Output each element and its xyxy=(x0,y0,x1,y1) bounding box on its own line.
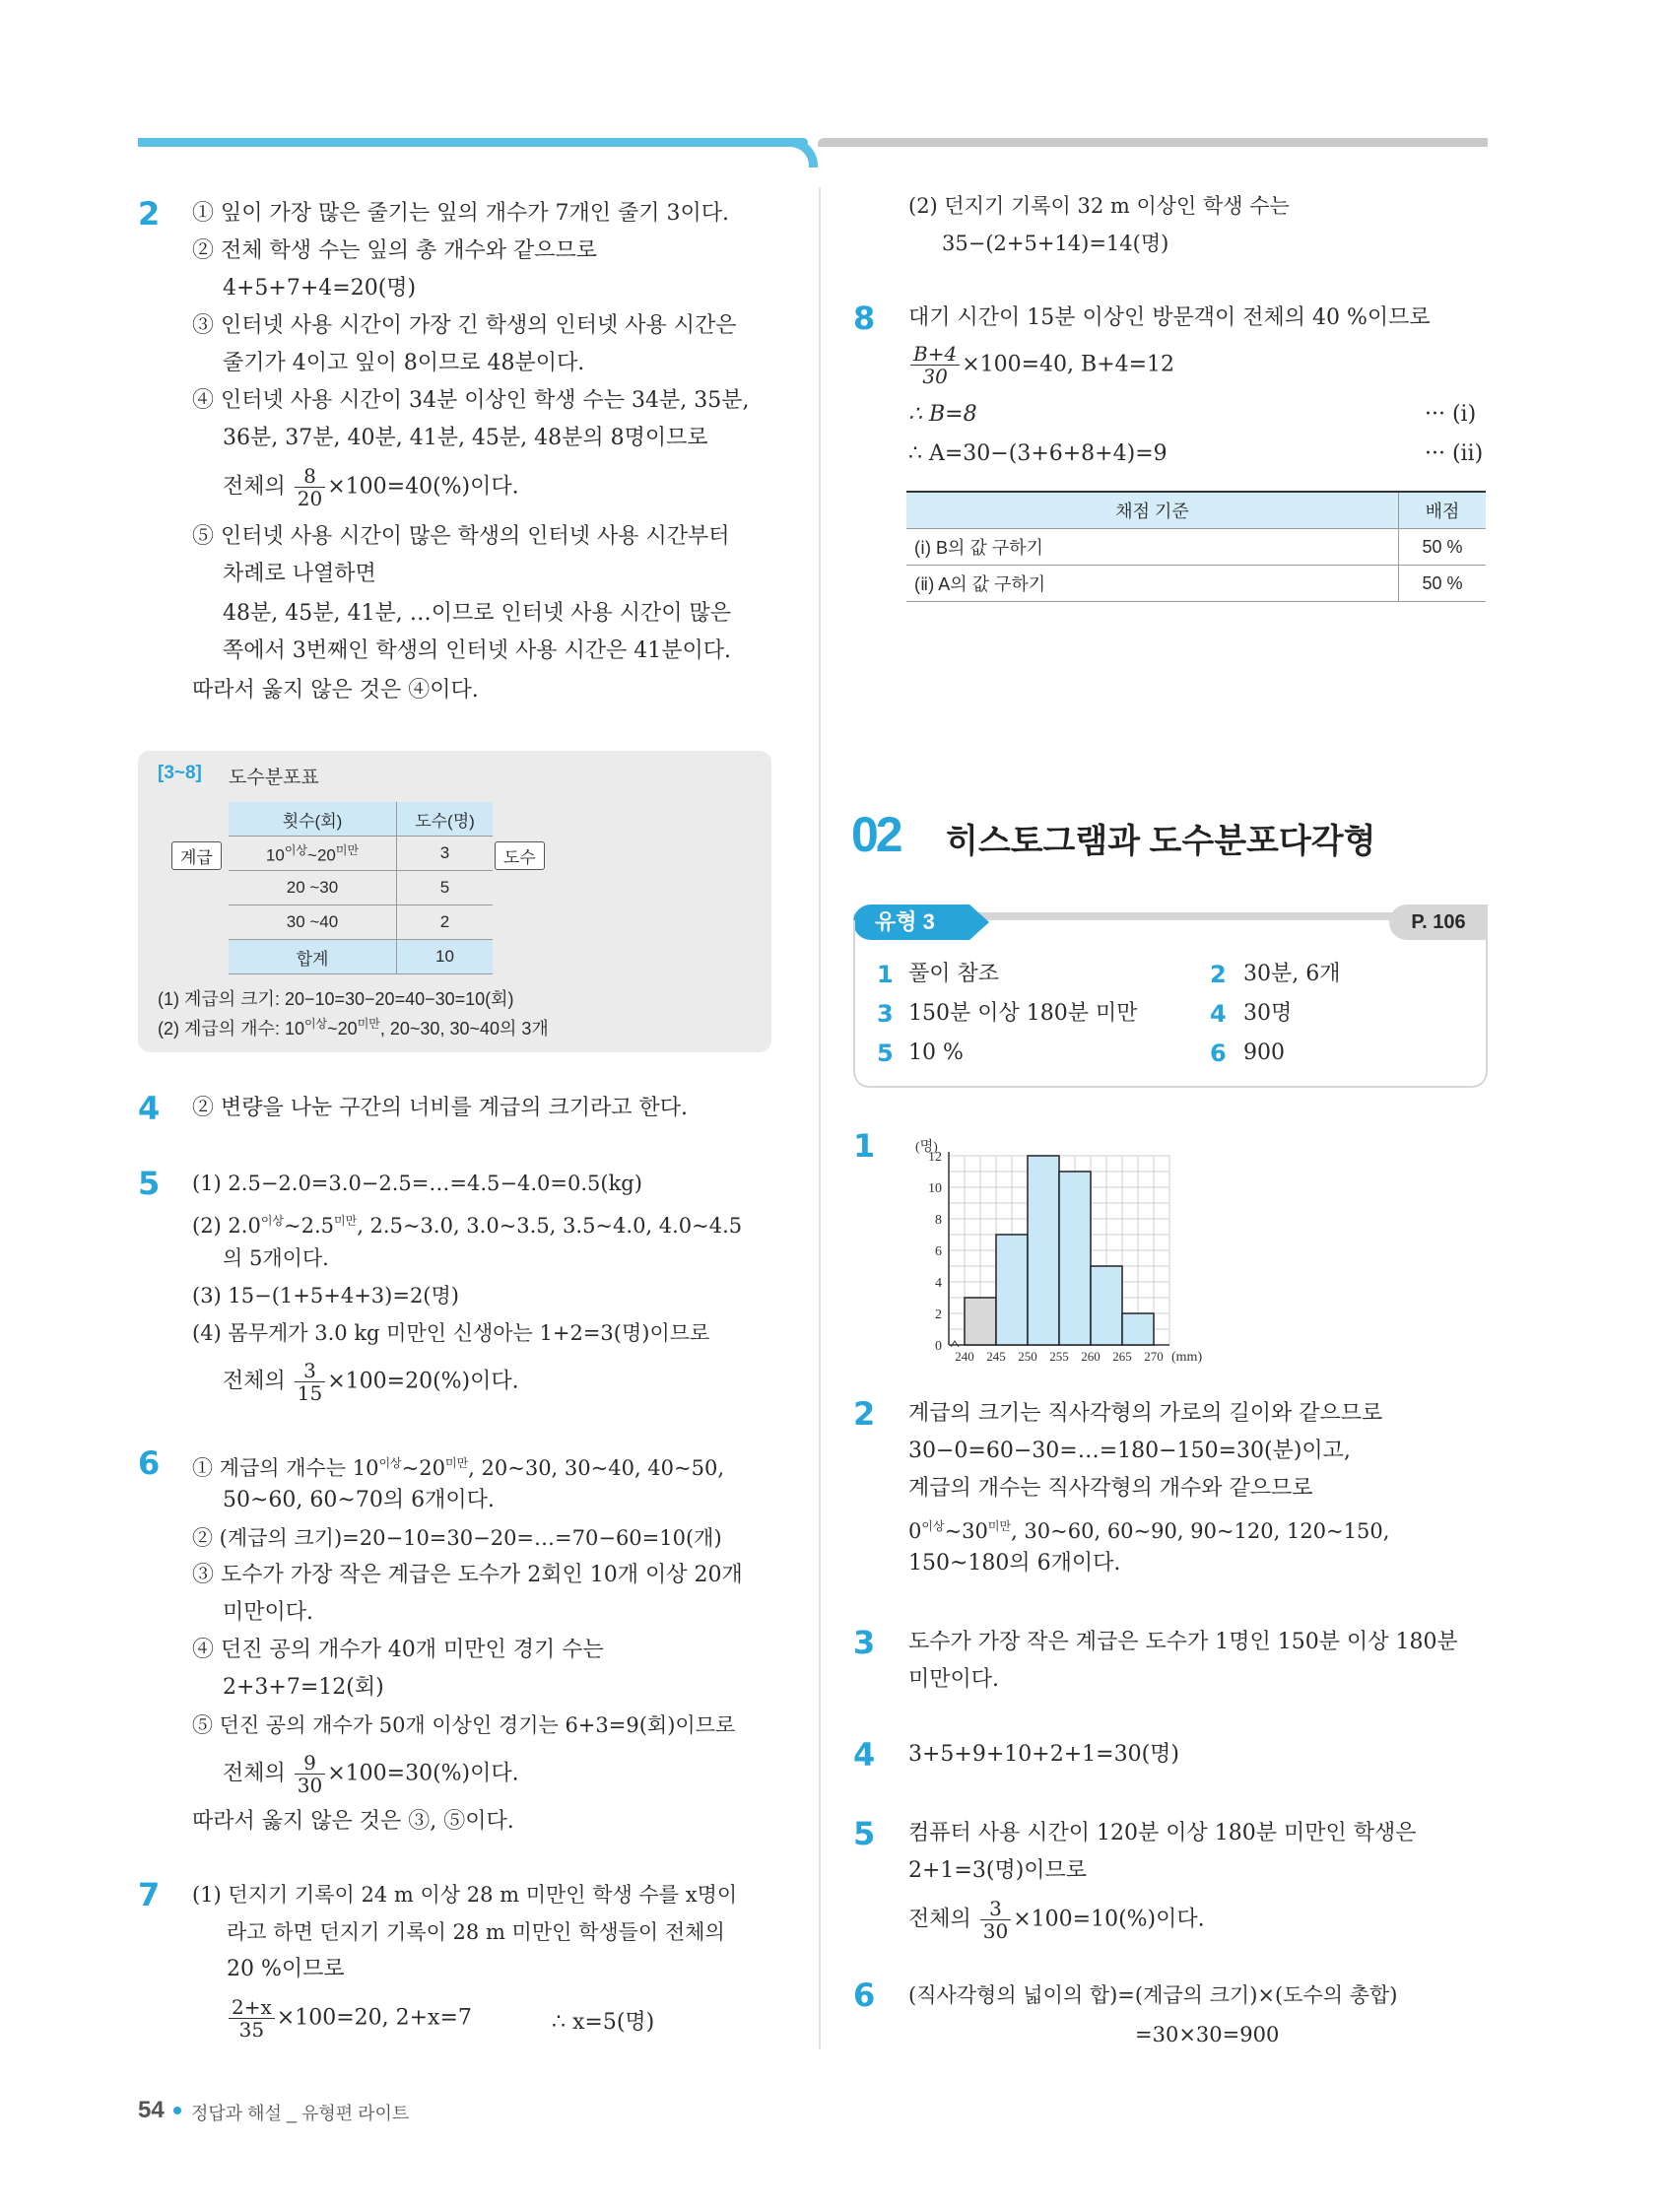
table-row: $10^{이상}\sim 20^{미만}$ 3 xyxy=(229,837,493,871)
table-row: 20 ~30 5 xyxy=(229,871,493,905)
question-number: 6 xyxy=(853,1977,876,2014)
y-tick-label: 0 xyxy=(935,1339,942,1354)
text-line: ∴ x=5(명) xyxy=(552,2010,655,2035)
section-number: 02 xyxy=(851,807,901,862)
table-row: 30 ~40 2 xyxy=(229,905,493,940)
text-line: ③ 도수가 가장 작은 계급은 도수가 2회인 10개 이상 20개 xyxy=(192,1563,743,1587)
text-line: 48분, 45분, 41분, …이므로 인터넷 사용 시간이 많은 xyxy=(223,601,731,626)
fraction: $\frac{9}{30}$ xyxy=(295,1752,325,1796)
text-line: 3+5+9+10+2+1=30(명) xyxy=(908,1742,1179,1767)
answer-text: 30명 xyxy=(1243,1001,1293,1026)
y-tick-label: 4 xyxy=(935,1276,942,1291)
answer-number: 5 xyxy=(877,1039,894,1067)
histogram-bar xyxy=(965,1298,996,1345)
table-header: 도수(명) xyxy=(397,802,494,837)
answer-text: 30분, 6개 xyxy=(1243,962,1341,986)
text-line: $0^{이상}\sim 30^{미만}$, 30~60, 60~90, 90~120, 120~150, xyxy=(908,1519,1390,1543)
bullet-dot xyxy=(173,2107,181,2114)
question-number: 4 xyxy=(138,1090,161,1127)
fraction: $\frac{3}{15}$ xyxy=(295,1360,325,1404)
text-line: =30×30=900 xyxy=(1135,2023,1280,2046)
text-line: 36분, 37분, 40분, 41분, 45분, 48분의 8명이므로 xyxy=(223,426,708,450)
top-bar-blue xyxy=(138,138,808,147)
text-line: 미만이다. xyxy=(223,1600,314,1625)
text-line: 따라서 옳지 않은 것은 ③, ⑤이다. xyxy=(192,1809,514,1834)
text-line: 줄기가 4이고 잎이 8이므로 48분이다. xyxy=(223,351,585,375)
histogram-bar xyxy=(1122,1313,1154,1345)
question-number: 2 xyxy=(853,1395,876,1433)
table-row: (ⅰ) B의 값 구하기 50 % xyxy=(906,529,1486,566)
question-number: 8 xyxy=(853,300,876,337)
fraction: $\frac{3}{30}$ xyxy=(980,1898,1011,1942)
text-line: ④ 인터넷 사용 시간이 34분 이상인 학생 수는 34분, 35분, xyxy=(192,388,750,413)
x-tick-label: 265 xyxy=(1112,1349,1132,1364)
type-label: 유형 3 xyxy=(853,905,969,940)
page-number: 54 xyxy=(138,2097,165,2123)
y-tick-label: 6 xyxy=(935,1244,942,1259)
axis-break-mark xyxy=(951,1341,959,1347)
table-header: 채점 기준 xyxy=(906,492,1399,529)
scoring-table xyxy=(906,491,1486,602)
fraction-line: $\frac{2+x}{35}$ ×100=20, 2+x=7 xyxy=(227,1996,472,2041)
box-note: (1) 계급의 크기: 20−10=30−20=40−30=10(회) xyxy=(158,989,514,1009)
table-row: (ⅱ) A의 값 구하기 50 % xyxy=(906,566,1486,602)
x-tick-label: 240 xyxy=(955,1349,974,1364)
frequency-table xyxy=(229,802,493,974)
text-line: 2+3+7=12(회) xyxy=(223,1675,384,1700)
text-line: 컴퓨터 사용 시간이 120분 이상 180분 미만인 학생은 xyxy=(908,1821,1417,1845)
fraction-line: 전체의 $\frac{8}{20}$ ×100=40(%)이다. xyxy=(223,464,519,510)
text-line: 따라서 옳지 않은 것은 ④이다. xyxy=(192,678,479,703)
footer-title: 정답과 해설 _ 유형편 라이트 xyxy=(191,2104,410,2123)
text-line: 대기 시간이 15분 이상인 방문객이 전체의 40 %이므로 xyxy=(908,305,1431,330)
text-line: 4+5+7+4=20(명) xyxy=(223,276,417,301)
x-tick-label: 250 xyxy=(1018,1349,1037,1364)
text-line: 라고 하면 던지기 기록이 28 m 미만인 학생들이 전체의 xyxy=(227,1920,725,1944)
question-number: 7 xyxy=(138,1876,161,1913)
y-tick-label: 8 xyxy=(935,1213,942,1228)
text-line: (1) 2.5−2.0=3.0−2.5=…=4.5−4.0=0.5(kg) xyxy=(192,1172,642,1195)
tag-frequency: 도수 xyxy=(495,841,545,870)
text-line: ② 전체 학생 수는 잎의 총 개수와 같으므로 xyxy=(192,238,597,263)
top-bar-curve xyxy=(778,138,818,168)
y-tick-label: 12 xyxy=(928,1150,942,1165)
table-header: 횟수(회) xyxy=(229,802,397,837)
x-axis-unit: (mm) xyxy=(1171,1350,1203,1365)
marker: ··· (ⅱ) xyxy=(1425,441,1484,466)
text-line: ⑤ 인터넷 사용 시간이 많은 학생의 인터넷 사용 시간부터 xyxy=(192,524,730,549)
fraction-line: 전체의 $\frac{3}{15}$ ×100=20(%)이다. xyxy=(223,1359,519,1405)
question-number: 6 xyxy=(138,1444,161,1482)
text-line: 차례로 나열하면 xyxy=(223,562,376,586)
text-line: (직사각형의 넓이의 합)=(계급의 크기)×(도수의 총합) xyxy=(908,1983,1398,2007)
y-tick-label: 2 xyxy=(935,1307,942,1322)
text-line: ⑤ 던진 공의 개수가 50개 이상인 경기는 6+3=9(회)이므로 xyxy=(192,1713,736,1737)
box-title: 도수분포표 xyxy=(229,768,319,788)
answer-text: 150분 이상 180분 미만 xyxy=(908,1001,1138,1026)
text-line: ② (계급의 크기)=20−10=30−20=…=70−60=10(개) xyxy=(192,1526,722,1550)
answer-text: 풀이 참조 xyxy=(908,962,1000,986)
histogram-bar xyxy=(1028,1156,1059,1345)
top-bar-gray xyxy=(818,138,1488,147)
x-tick-label: 245 xyxy=(986,1349,1006,1364)
fraction-line: 전체의 $\frac{9}{30}$ ×100=30(%)이다. xyxy=(223,1751,519,1797)
section-title: 히스토그램과 도수분포다각형 xyxy=(946,823,1376,860)
text-line: (4) 몸무게가 3.0 kg 미만인 신생아는 1+2=3(명)이므로 xyxy=(192,1321,710,1345)
answer-number: 6 xyxy=(1210,1039,1227,1067)
answer-number: 3 xyxy=(877,1000,894,1028)
answer-number: 1 xyxy=(877,961,894,988)
text-line: 계급의 크기는 직사각형의 가로의 길이와 같으므로 xyxy=(908,1401,1383,1426)
concept-box xyxy=(138,751,771,1052)
text-line: ④ 던진 공의 개수가 40개 미만인 경기 수는 xyxy=(192,1638,604,1662)
histogram-bar xyxy=(1059,1172,1091,1345)
text-line: (2) $2.0^{이상}\sim 2.5^{미만}$, 2.5~3.0, 3.0~3.5, 3.5~4.0, 4.0~4.5 xyxy=(192,1214,743,1238)
text-line: ∴ B=8 xyxy=(908,402,977,427)
page-ref: P. 106 xyxy=(1389,905,1488,940)
question-number: 2 xyxy=(138,195,161,233)
question-number: 4 xyxy=(853,1736,876,1774)
question-number: 5 xyxy=(138,1165,161,1202)
text-line: ② 변량을 나눈 구간의 너비를 계급의 크기라고 한다. xyxy=(192,1096,688,1120)
text-line: 쪽에서 3번째인 학생의 인터넷 사용 시간은 41분이다. xyxy=(223,638,731,663)
text-line: 2+1=3(명)이므로 xyxy=(908,1858,1088,1883)
histogram-chart xyxy=(901,1133,1227,1370)
text-line: (2) 던지기 기록이 32 m 이상인 학생 수는 xyxy=(908,194,1290,218)
fraction: $\frac{8}{20}$ xyxy=(295,465,325,509)
x-tick-label: 260 xyxy=(1081,1349,1101,1364)
y-axis-unit: (명) xyxy=(915,1140,938,1155)
text-line: 미만이다. xyxy=(908,1667,1000,1692)
text-line: (1) 던지기 기록이 24 m 이상 28 m 미만인 학생 수를 x명이 xyxy=(192,1883,738,1907)
fraction-line: $\frac{B+4}{30}$ ×100=40, B+4=12 xyxy=(908,343,1174,387)
answer-text: 900 xyxy=(1243,1040,1285,1065)
fraction-line: 전체의 $\frac{3}{30}$ ×100=10(%)이다. xyxy=(908,1897,1205,1943)
marker: ··· (ⅰ) xyxy=(1425,402,1477,427)
table-header: 배점 xyxy=(1399,492,1487,529)
box-label: [3~8] xyxy=(158,763,202,783)
text-line: ① 계급의 개수는 $10^{이상}\sim 20^{미만}$, 20~30, 30~40, 40~50, xyxy=(192,1456,725,1480)
y-tick-label: 10 xyxy=(928,1181,942,1196)
text-line: ③ 인터넷 사용 시간이 가장 긴 학생의 인터넷 사용 시간은 xyxy=(192,313,737,338)
table-row: 합계 10 xyxy=(229,940,493,974)
text-line: 20 %이므로 xyxy=(227,1957,345,1981)
fraction: $\frac{2+x}{35}$ xyxy=(229,1996,275,2041)
text-line: 35−(2+5+14)=14(명) xyxy=(942,232,1169,255)
answer-number: 4 xyxy=(1210,1000,1227,1028)
question-number: 1 xyxy=(853,1127,876,1165)
x-tick-label: 255 xyxy=(1049,1349,1069,1364)
text-line: (3) 15−(1+5+4+3)=2(명) xyxy=(192,1284,459,1307)
histogram-bar xyxy=(996,1235,1028,1345)
box-note: (2) 계급의 개수: $10^{이상}\sim 20^{미만}$, 20~30, 30~40의 3개 xyxy=(158,1017,549,1039)
text-line: 50~60, 60~70의 6개이다. xyxy=(223,1488,495,1512)
tag-class: 계급 xyxy=(171,841,222,870)
question-number: 5 xyxy=(853,1815,876,1852)
text-line: ∴ A=30−(3+6+8+4)=9 xyxy=(908,441,1168,466)
text-line: 의 5개이다. xyxy=(223,1246,329,1270)
text-line: 도수가 가장 작은 계급은 도수가 1명인 150분 이상 180분 xyxy=(908,1630,1458,1654)
x-tick-label: 270 xyxy=(1144,1349,1164,1364)
answer-number: 2 xyxy=(1210,961,1227,988)
fraction: $\frac{B+4}{30}$ xyxy=(910,343,960,387)
answer-text: 10 % xyxy=(908,1040,964,1065)
text-line: 30−0=60−30=…=180−150=30(분)이고, xyxy=(908,1439,1351,1463)
text-line: 계급의 개수는 직사각형의 개수와 같으므로 xyxy=(908,1476,1313,1501)
histogram-bar xyxy=(1091,1266,1122,1345)
column-divider xyxy=(819,187,821,2049)
text-line: ① 잎이 가장 많은 줄기는 잎의 개수가 7개인 줄기 3이다. xyxy=(192,201,729,226)
question-number: 3 xyxy=(853,1624,876,1661)
text-line: 150~180의 6개이다. xyxy=(908,1551,1121,1575)
